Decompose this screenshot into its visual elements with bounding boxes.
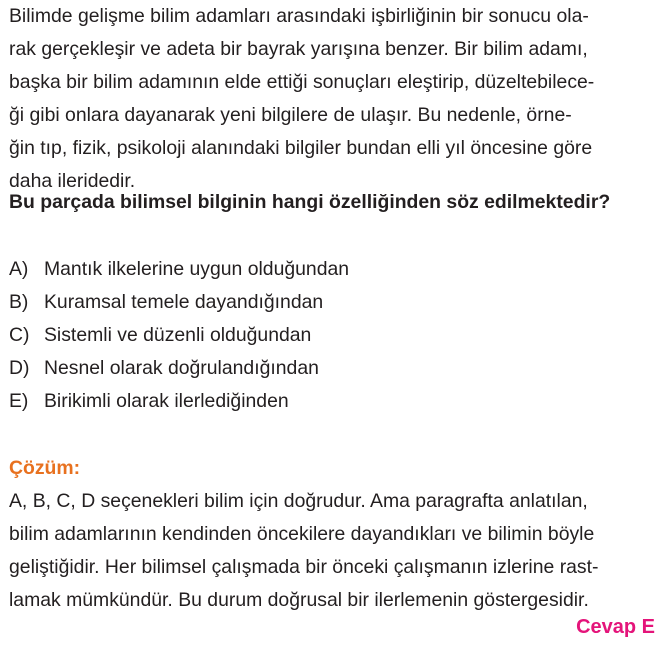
option-text: Sistemli ve düzenli olduğundan xyxy=(44,324,312,346)
solution-line: bilim adamlarının kendinden öncekilere dayandıkları ve bilimin böyle xyxy=(9,523,595,545)
option-letter: E) xyxy=(9,390,29,412)
paragraph-line: ği gibi onlara dayanarak yeni bilgilere de ulaşır. Bu nedenle, örne- xyxy=(9,104,572,126)
option-e[interactable] xyxy=(9,385,289,418)
solution-line: lamak mümkündür. Bu durum doğrusal bir ilerlemenin göstergesidir. xyxy=(9,589,589,611)
paragraph-line: daha ileridedir. xyxy=(9,170,136,192)
solution-line: A, B, C, D seçenekleri bilim için doğrudur. Ama paragrafta anlatılan, xyxy=(9,490,588,512)
option-letter: A) xyxy=(9,258,29,280)
option-letter: B) xyxy=(9,291,29,313)
option-text: Nesnel olarak doğrulandığından xyxy=(44,357,319,379)
paragraph-line: başka bir bilim adamının elde ettiği sonuçları eleştirip, düzeltebilece- xyxy=(9,71,595,93)
question-text: Bu parçada bilimsel bilginin hangi özelliğinden söz edilmektedir? xyxy=(9,191,611,213)
answer-label: Cevap E xyxy=(576,616,655,638)
option-d[interactable] xyxy=(9,352,319,385)
paragraph-line: Bilimde gelişme bilim adamları arasındaki işbirliğinin bir sonucu ola- xyxy=(9,5,589,27)
option-letter: C) xyxy=(9,324,30,346)
option-text: Mantık ilkelerine uygun olduğundan xyxy=(44,258,350,280)
option-text: Birikimli olarak ilerlediğinden xyxy=(44,390,289,412)
paragraph-line: ğin tıp, fizik, psikoloji alanındaki bilgiler bundan elli yıl öncesine göre xyxy=(9,137,593,159)
paragraph-line: rak gerçekleşir ve adeta bir bayrak yarışına benzer. Bir bilim adamı, xyxy=(9,38,588,60)
solution-title: Çözüm: xyxy=(9,457,81,479)
option-letter: D) xyxy=(9,357,30,379)
solution-line: geliştiğidir. Her bilimsel çalışmada bir önceki çalışmanın izlerine rast- xyxy=(9,556,599,578)
option-c[interactable] xyxy=(9,319,311,352)
option-text: Kuramsal temele dayandığından xyxy=(44,291,324,313)
option-b[interactable] xyxy=(9,286,323,319)
option-a[interactable] xyxy=(9,253,349,286)
